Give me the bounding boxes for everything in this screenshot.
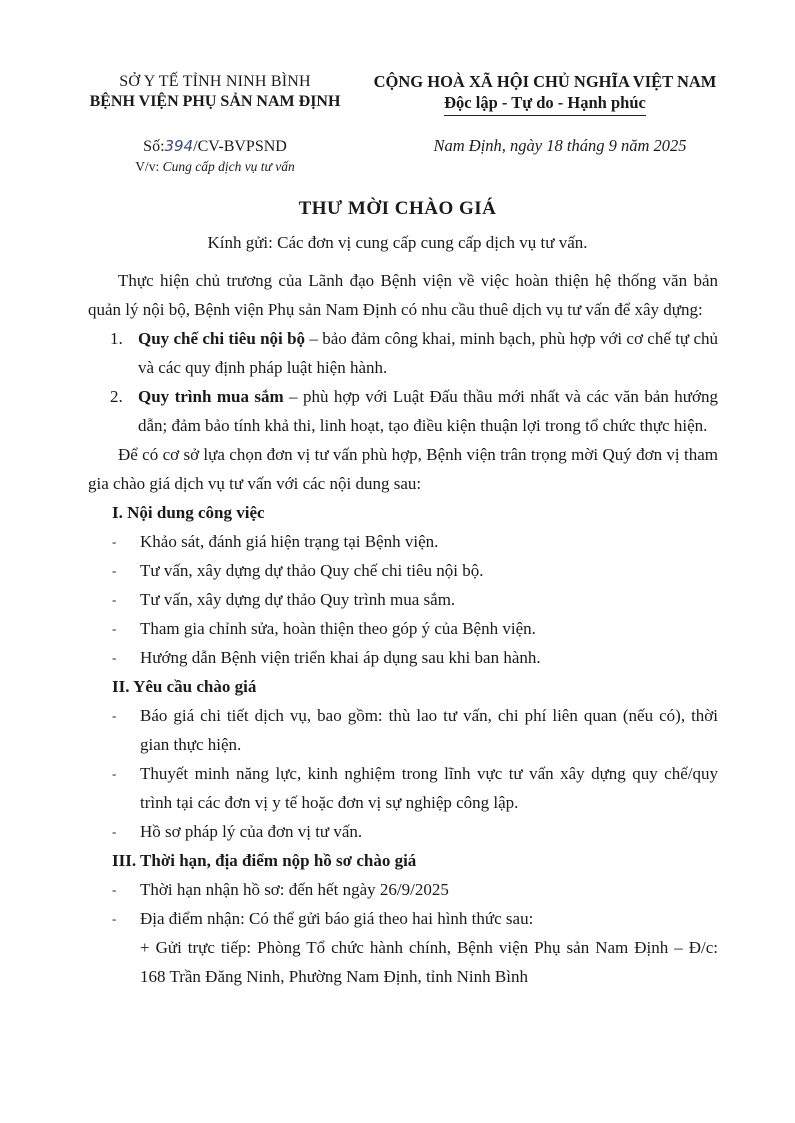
issuer-block — [70, 72, 360, 112]
item-desc: – phù hợp với Luật Đấu thầu mới nhất và các văn bản hướng dẫn; đảm bảo tính khả thi, linh hoạt, tạo điều kiện thuận lợi trong tổ chức thực hiện. — [138, 387, 718, 435]
numbered-item — [110, 382, 718, 440]
list-item-text: Tham gia chỉnh sửa, hoàn thiện theo góp ý của Bệnh viện. — [140, 619, 536, 638]
dash-marker: - — [112, 911, 117, 926]
dash-marker: - — [112, 766, 117, 781]
list-item-text: Địa điểm nhận: Có thể gửi báo giá theo hai hình thức sau: — [140, 909, 534, 928]
list-item-text: Báo giá chi tiết dịch vụ, bao gồm: thù lao tư vấn, chi phí liên quan (nếu có), thời gian thực hiện. — [140, 706, 718, 754]
invite-paragraph: Để có cơ sở lựa chọn đơn vị tư vấn phù hợp, Bệnh viện trân trọng mời Quý đơn vị tham gia chào giá dịch vụ tư vấn với các nội dung sau: — [88, 445, 718, 493]
list-item — [112, 759, 718, 817]
document-title: THƯ MỜI CHÀO GIÁ — [298, 198, 497, 219]
dash-marker: - — [112, 621, 117, 636]
dash-marker: - — [112, 534, 117, 549]
item-bold: Quy trình mua sắm — [138, 387, 284, 406]
dash-marker: - — [112, 592, 117, 607]
list-item-text: Thuyết minh năng lực, kinh nghiệm trong lĩnh vực tư vấn xây dựng quy chế/quy trình tại các đơn vị y tế hoặc đơn vị sự nghiệp công lập. — [140, 764, 718, 812]
place-date: Nam Định, ngày 18 tháng 9 năm 2025 — [433, 136, 687, 155]
national-header — [350, 72, 740, 116]
item-number: 2. — [110, 387, 123, 406]
section-heading-1: I. Nội dung công việc — [112, 503, 265, 522]
list-item — [112, 556, 718, 585]
national-motto: Độc lập - Tự do - Hạnh phúc — [444, 92, 646, 116]
list-item-text: Hướng dẫn Bệnh viện triển khai áp dụng sau khi ban hành. — [140, 648, 541, 667]
dash-marker: - — [112, 824, 117, 839]
section-heading-3: III. Thời hạn, địa điểm nộp hồ sơ chào giá — [112, 851, 417, 870]
list-item — [112, 527, 718, 556]
item-desc: – bảo đảm công khai, minh bạch, phù hợp với cơ chế tự chủ và các quy định pháp luật hiện hành. — [138, 329, 718, 377]
item-number: 1. — [110, 329, 123, 348]
section-heading-2: II. Yêu cầu chào giá — [112, 677, 257, 696]
item-bold: Quy chế chi tiêu nội bộ — [138, 329, 306, 348]
ministry-name: SỞ Y TẾ TỈNH NINH BÌNH — [119, 73, 311, 90]
subject-label: V/v: — [135, 159, 160, 174]
list-item-text: Khảo sát, đánh giá hiện trạng tại Bệnh viện. — [140, 532, 439, 551]
document-subject — [100, 158, 330, 176]
document-body — [88, 266, 718, 991]
dash-marker: - — [112, 882, 117, 897]
list-item-text: Tư vấn, xây dựng dự thảo Quy chế chi tiêu nội bộ. — [140, 561, 484, 580]
intro-paragraph: Thực hiện chủ trương của Lãnh đạo Bệnh viện về việc hoàn thiện hệ thống văn bản quản lý nội bộ, Bệnh viện Phụ sản Nam Định có nhu cầu thuê dịch vụ tư vấn để xây dựng: — [88, 271, 718, 319]
list-item — [112, 643, 718, 672]
list-item-text: Thời hạn nhận hồ sơ: đến hết ngày 26/9/2025 — [140, 880, 449, 899]
doc-number-prefix: Số: — [143, 138, 165, 155]
dash-marker: - — [112, 563, 117, 578]
subject-text: Cung cấp dịch vụ tư vấn — [162, 159, 295, 174]
item-text — [138, 324, 718, 382]
document-number — [100, 136, 330, 157]
doc-number-suffix: /CV-BVPSND — [193, 138, 287, 155]
item-text — [138, 382, 718, 440]
list-item — [112, 904, 718, 933]
nation-name: CỘNG HOÀ XÃ HỘI CHỦ NGHĨA VIỆT NAM — [373, 72, 717, 91]
list-item-text: Hồ sơ pháp lý của đơn vị tư vấn. — [140, 822, 363, 841]
dash-marker: - — [112, 708, 117, 723]
hospital-name: BỆNH VIỆN PHỤ SẢN NAM ĐỊNH — [89, 93, 341, 110]
numbered-item — [110, 324, 718, 382]
list-item — [112, 875, 718, 904]
list-item-text: Tư vấn, xây dựng dự thảo Quy trình mua sắm. — [140, 590, 456, 609]
list-item — [112, 701, 718, 759]
recipient-line: Kính gửi: Các đơn vị cung cấp cung cấp dịch vụ tư vấn. — [207, 233, 588, 252]
dash-marker: - — [112, 650, 117, 665]
sub-list-item: + Gửi trực tiếp: Phòng Tổ chức hành chính, Bệnh viện Phụ sản Nam Định – Đ/c: 168 Trần Đăng Ninh, Phường Nam Định, tỉnh Ninh Bình — [140, 938, 718, 986]
list-item — [112, 614, 718, 643]
list-item — [112, 585, 718, 614]
list-item — [112, 817, 718, 846]
doc-number-handwritten: 394 — [164, 137, 194, 155]
